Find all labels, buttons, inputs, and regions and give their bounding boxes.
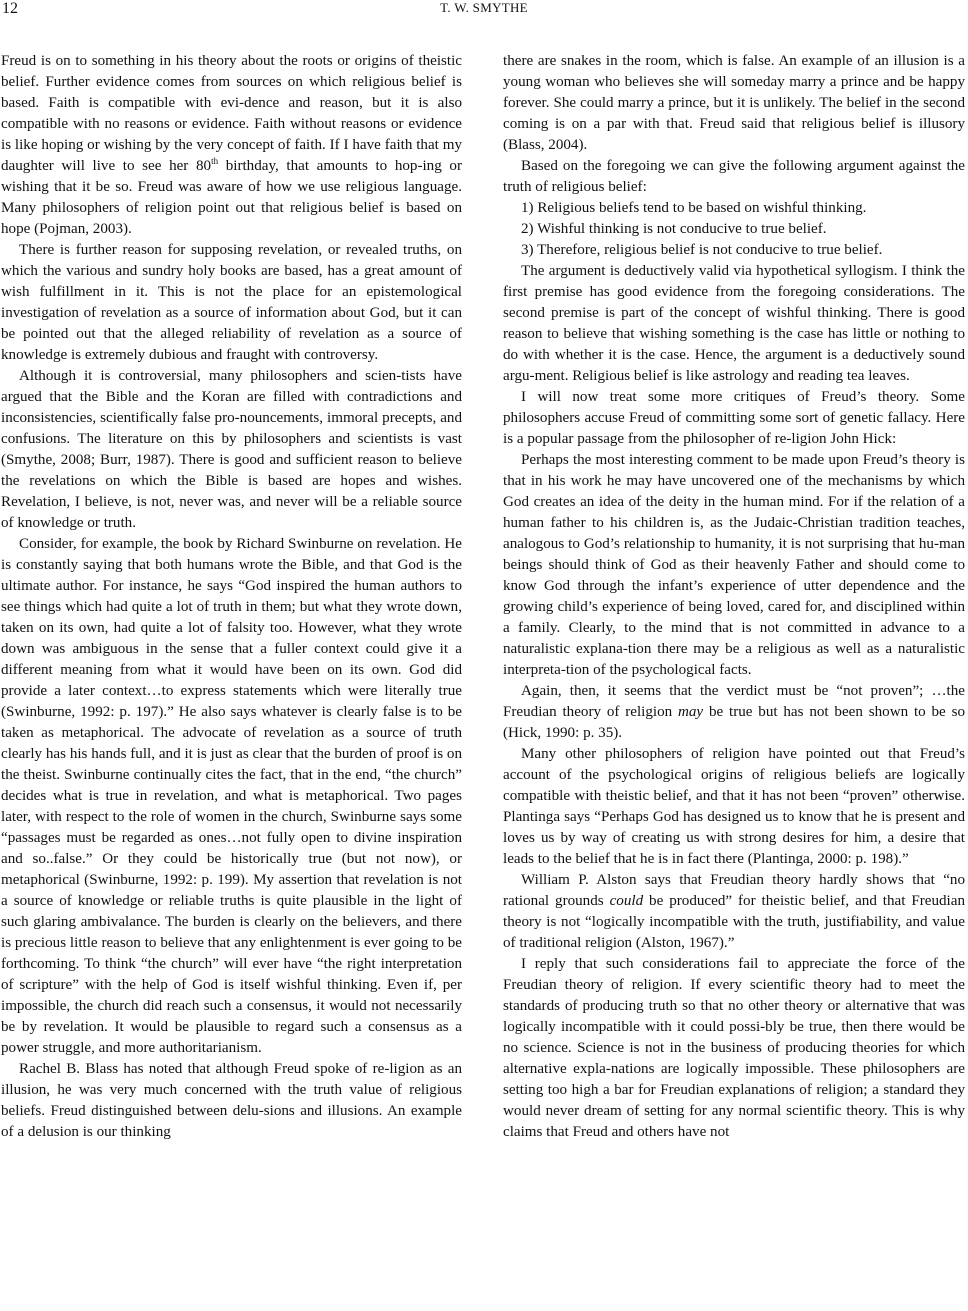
paragraph-text: Again, then, it seems that the verdict must be “not proven”; …the Freudian theory of religion (503, 683, 965, 720)
right-column (503, 51, 965, 1143)
block-quote-paragraph (503, 681, 965, 744)
paragraph: Many other philosophers of religion have pointed out that Freud’s account of the psychological origins of religious beliefs are logically compatible with theistic belief, and that it has not been “proven” otherwise. Plantinga says “Perhaps God has designed us to know that he is present and loves us by way of creating us with strong desires for him, a desire that leads to the belief that he is in fact there (Plantinga, 2000: p. 198).” (503, 746, 965, 867)
left-column (1, 51, 462, 1143)
paragraph: Based on the foregoing we can give the following argument against the truth of religious belief: (503, 158, 965, 195)
running-head: T. W. SMYTHE (440, 0, 528, 15)
paragraph (1, 51, 462, 240)
page-header (0, 0, 968, 24)
superscript-ordinal: th (211, 156, 219, 166)
paragraph: The argument is deductively valid via hypothetical syllogism. I think the first premise has good evidence from the foregoing considerations. The second premise is part of the concept of wishful thinking. There is good reason to believe that wishing something is the case has little or nothing to do with whether it is the case. Hence, the argument is a deductively sound argu-ment. Religious belief is like astrology and reading tea leaves. (503, 263, 965, 384)
page-number: 12 (2, 0, 18, 17)
paragraph-text: be produced” for theistic belief, and that Freudian theory is not “logically incompatible with the truth, justifiability, and value of traditional religion (Alston, 1967).” (503, 893, 965, 951)
emphasis: may (677, 704, 704, 720)
paragraph: there are snakes in the room, which is false. An example of an illusion is a young woman who believes she will someday marry a prince and be happy forever. She could marry a prince, but it is unlikely. The belief in the second coming is on a par with that. Freud said that religious belief is illusory (Blass, 2004). (503, 53, 965, 153)
block-quote-paragraph: Perhaps the most interesting comment to be made upon Freud’s theory is that in his work he may have uncovered one of the mechanisms by which God creates an idea of the deity in the human mind. For if the relation of a human father to his children is, as the Judaic-Christian tradition teaches, analogous to God’s relationship to humanity, it is not surprising that hu-man beings should think of God as their heavenly Father and should come to know God through the infant’s experience of utter dependence and the growing child’s experience of being loved, cared for, and disciplined within a family. Clearly, to the mind that is not committed in advance to a naturalistic explana-tion there may be a religious as well as a naturalistic interpreta-tion of the psychological facts. (503, 452, 965, 678)
paragraph-text: Freud is on to something in his theory about the roots or origins of theistic belief. Further evidence comes from sources on which religious belief is based. Faith is compatible with evi-dence and reason, but it is also compatible with no reasons or evidence. Faith without reasons or evidence is like hoping or wishing by the very concept of faith. If I have faith that my daughter will live to see her 80 (1, 53, 462, 174)
emphasis: could (609, 893, 644, 909)
argument-premise-1: 1) Religious beliefs tend to be based on wishful thinking. (521, 200, 867, 216)
paragraph: I reply that such considerations fail to appreciate the force of the Freudian theory of religion. If every scientific theory had to meet the standards of producing truth so that no other theory or alternative that was logically incompatible with it could possi-bly be true, then there would be no science. Science is not in the business of producing theories for which alternative expla-nations are logically impossible. These philosophers are setting too high a bar for Freudian explanations of religion; a standard they would never dream of setting for any normal scientific theory. This is why claims that Freud and others have not (503, 956, 965, 1140)
paragraph-text: William P. Alston says that Freudian theory hardly shows that “no rational grounds (503, 872, 965, 909)
argument-conclusion: 3) Therefore, religious belief is not conducive to true belief. (521, 242, 883, 258)
paragraph: Consider, for example, the book by Richard Swinburne on revelation. He is constantly saying that both humans wrote the Bible, and that God is the ultimate author. For instance, he says “God inspired the human authors to see things which had quite a lot of truth in them; but what they wrote down, taken on its own, had quite a lot of falsity too. However, what they wrote down was ambiguous in the sense that a fuller context could give it a different meaning from what it would have been on its own. God did provide a later context…to express statements which were literally true (Swinburne, 1992: p. 197).” He also says whatever is clearly false is to be taken as metaphorical. The advocate of revelation as a source of truth clearly has his hands full, and it is just as clear that the burden of proof is on the theist. Swinburne continually cites the fact, that in the end, “the church” decides what is true in revelation, and what is metaphorical. Two pages later, with respect to the role of women in the church, Swinburne says some “passages must be regarded as ones…not fully open to divine inspiration and so..false.” Or they could be historically true (but not now), or metaphorical (Swinburne, 1992: p. 199). My assertion that revelation is not a source of knowledge or reliable truths is quite plausible in the light of such glaring ambivalance. The burden is clearly on the believers, and there is precious little reason to believe that any enlightenment is ever going to be forthcoming. To think “the church” will ever have “the right interpretation of scripture” with the help of God is itself wishful thinking. Even if, per impossible, the church did reach such a consensus, it would not necessarily be by revelation. It would be plausible to regard such a consensus as a power struggle, and more authoritarianism. (1, 536, 462, 1056)
paragraph (503, 870, 965, 954)
argument-premise-2: 2) Wishful thinking is not conducive to true belief. (521, 221, 827, 237)
paragraph: Rachel B. Blass has noted that although Freud spoke of re-ligion as an illusion, he was very much concerned with the truth value of religious beliefs. Freud distinguished between delu-sions and illusions. An example of a delusion is our thinking (1, 1061, 462, 1140)
paragraph: There is further reason for supposing revelation, or revealed truths, on which the various and sundry holy books are based, has a great amount of wish fulfillment in it. This is not the place for an epistemological investigation of revelation as a source of information about God, but it can be pointed out that the alleged reliability of revelation as a source of knowledge is extremely dubious and fraught with controversy. (1, 242, 462, 363)
paragraph: I will now treat some more critiques of Freud’s theory. Some philosophers accuse Freud of committing some sort of genetic fallacy. Here is a popular passage from the philosopher of re-ligion John Hick: (503, 389, 965, 447)
paragraph-text: birthday, that amounts to hop-ing or wishing that it be so. Freud was aware of how we use religious language. Many philosophers of religion point out that religious belief is based on hope (Pojman, 2003). (1, 158, 462, 237)
paragraph-text: be true but has not been shown to be so (Hick, 1990: p. 35). (503, 704, 965, 741)
paragraph: Although it is controversial, many philosophers and scien-tists have argued that the Bible and the Koran are filled with contradictions and inconsistencies, scientifically false pro-nouncements, immoral precepts, and confusions. The literature on this by philosophers and scientists is vast (Smythe, 2008; Burr, 1987). There is good and sufficient reason to believe the revelations on which the Bible is based are hopes and wishes. Revelation, I believe, is not, never was, and never will be a reliable source of knowledge or truth. (1, 368, 462, 531)
